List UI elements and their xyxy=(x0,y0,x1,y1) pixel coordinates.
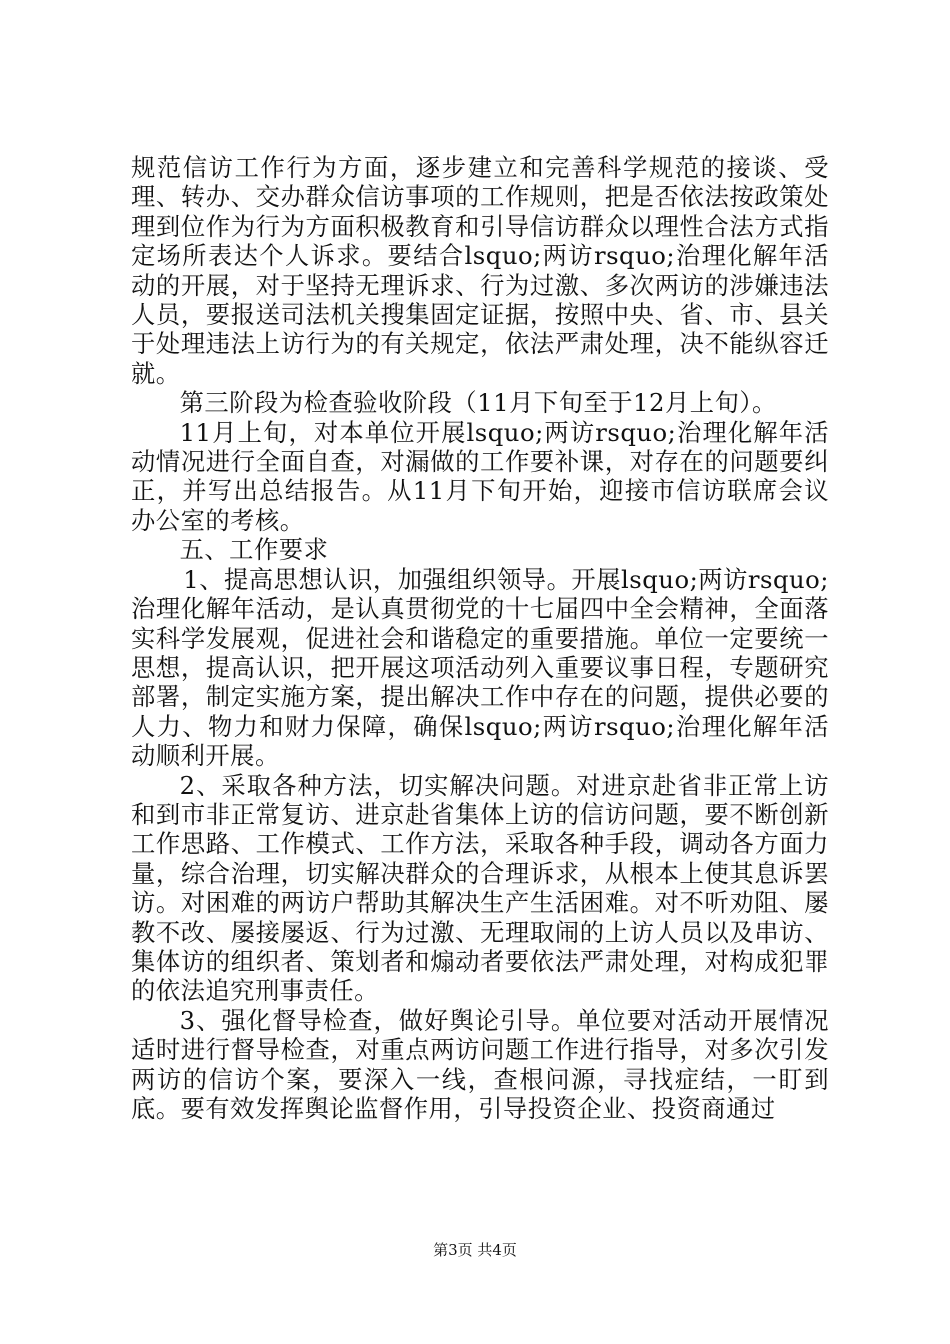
paragraph-self-inspection: 11月上旬，对本单位开展lsquo;两访rsquo;治理化解年活动情况进行全面自查，对漏做的工作要补课，对存在的问题要纠正，并写出总结报告。从11月下旬开始，迎接市信访联席会议办公室的考核。 xyxy=(131,417,829,535)
page-number-footer: 第3页 共4页 xyxy=(433,1241,517,1259)
paragraph-requirement-1: 1、提高思想认识，加强组织领导。开展lsquo;两访rsquo;治理化解年活动，是认真贯彻党的十七届四中全会精神，全面落实科学发展观，促进社会和谐稳定的重要措施。单位一定要统一思想，提高认识，把开展这项活动列入重要议事日程，专题研究部署，制定实施方案，提出解决工作中存在的问题，提供必要的人力、物力和财力保障，确保lsquo;两访rsquo;治理化解年活动顺利开展。 xyxy=(131,564,829,771)
section-heading-requirements: 五、工作要求 xyxy=(179,535,329,565)
paragraph-stage-three: 第三阶段为检查验收阶段（11月下旬至于12月上旬）。 xyxy=(179,388,777,418)
document-body xyxy=(131,153,829,1123)
paragraph-conduct-norms: 规范信访工作行为方面，逐步建立和完善科学规范的接谈、受理、转办、交办群众信访事项的工作规则，把是否依法按政策处理到位作为行为方面积极教育和引导信访群众以理性合法方式指定场所表达个人诉求。要结合lsquo;两访rsquo;治理化解年活动的开展，对于坚持无理诉求、行为过激、多次两访的涉嫌违法人员，要报送司法机关搜集固定证据，按照中央、省、市、县关于处理违法上访行为的有关规定，依法严肃处理，决不能纵容迁就。 xyxy=(131,153,829,388)
paragraph-requirement-3: 3、强化督导检查，做好舆论引导。单位要对活动开展情况适时进行督导检查，对重点两访问题工作进行指导，对多次引发两访的信访个案，要深入一线，查根问源，寻找症结，一盯到底。要有效发挥舆论监督作用，引导投资企业、投资商通过 xyxy=(131,1005,829,1123)
paragraph-requirement-2: 2、采取各种方法，切实解决问题。对进京赴省非正常上访和到市非正常复访、进京赴省集体上访的信访问题，要不断创新工作思路、工作模式、工作方法，采取各种手段，调动各方面力量，综合治理，切实解决群众的合理诉求，从根本上使其息诉罢访。对困难的两访户帮助其解决生产生活困难。对不听劝阻、屡教不改、屡接屡返、行为过激、无理取闹的上访人员以及串访、集体访的组织者、策划者和煽动者要依法严肃处理，对构成犯罪的依法追究刑事责任。 xyxy=(131,770,829,1006)
